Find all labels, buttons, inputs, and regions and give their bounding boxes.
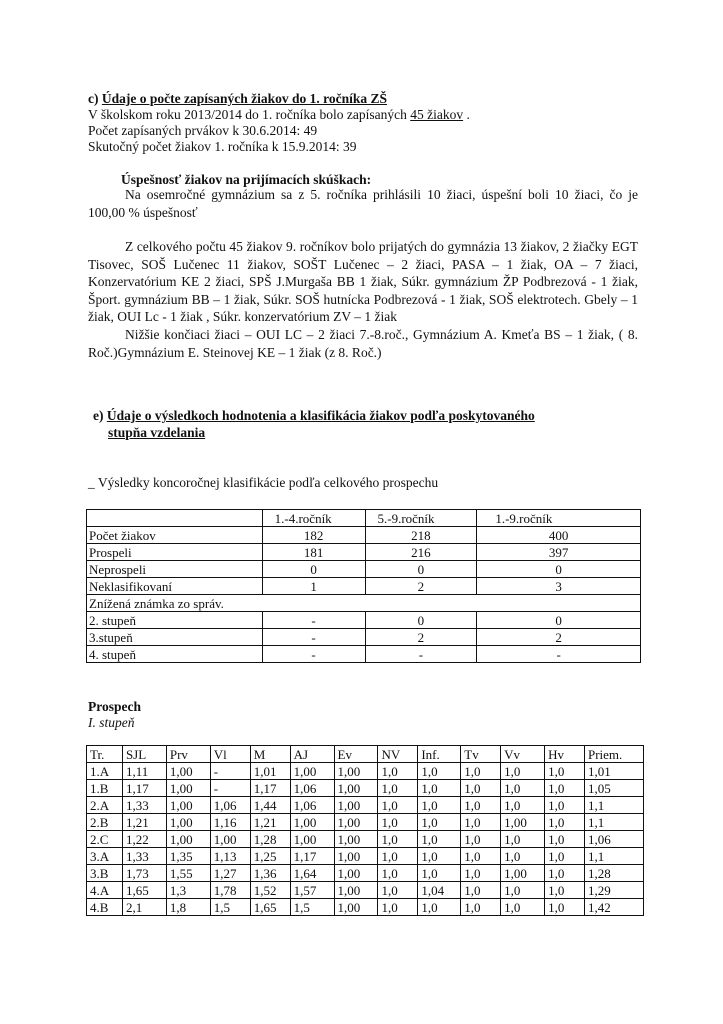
table-cell: 0 [365, 612, 477, 629]
table-row [87, 595, 641, 612]
table-cell: 1,57 [290, 882, 334, 899]
table-row [87, 780, 644, 797]
table-cell: 1,33 [122, 848, 166, 865]
table-cell: 1,29 [584, 882, 643, 899]
table-cell: 1,8 [166, 899, 210, 916]
table-cell: 1,05 [584, 780, 643, 797]
table-cell: 2 [365, 629, 477, 646]
table-cell: - [210, 763, 250, 780]
table-cell: 1,65 [122, 882, 166, 899]
results-header-cell: 5.-9.ročník [365, 510, 477, 527]
table-cell: 3 [477, 578, 641, 595]
results-header-cell: 1.-9.ročník [477, 510, 641, 527]
table-cell: 1,00 [334, 882, 378, 899]
grades-table [86, 745, 644, 916]
class-label: 4.B [87, 899, 123, 916]
table-cell: 1,52 [250, 882, 290, 899]
table-cell: 1 [262, 578, 365, 595]
table-cell: 1,0 [418, 848, 461, 865]
table-cell: 1,0 [378, 763, 418, 780]
table-cell: 1,0 [418, 763, 461, 780]
table-cell: 1,0 [378, 831, 418, 848]
entrance-paragraph-2: Z celkového počtu 45 žiakov 9. ročníkov bolo prijatých do gymnázia 13 žiakov, 2 žiačky EGT Tisovec, SOŠ Lučenec 11 žiakov, SOŠT Lučenec – 2 žiaci, PASA – 1 žiak, OA – 7 žiaci, Konzervatórium KE 2 žiaci, SPŠ J.Murgaša BB 1 žiak, Súkr. gymnázium ŽP Podbrezová - 1 žiak, Šport. gymnázium BB – 1 žiak, Súkr. SOŠ hutnícka Podbrezová - 1 žiak, SOŠ elektrotech. Gbely – 1 žiak, OUI Lc - 1 žiak , Súkr. konzervatórium ZV – 1 žiak [88, 239, 638, 324]
table-cell: 1,78 [210, 882, 250, 899]
table-cell: 1,5 [210, 899, 250, 916]
table-cell: 1,0 [545, 780, 585, 797]
class-label: 2.B [87, 814, 123, 831]
table-cell: 1,0 [461, 831, 501, 848]
table-cell: 216 [365, 544, 477, 561]
table-cell: 182 [262, 527, 365, 544]
table-cell: 397 [477, 544, 641, 561]
table-row [87, 831, 644, 848]
row-label: 2. stupeň [87, 612, 263, 629]
table-cell: 1,16 [210, 814, 250, 831]
table-cell: - [210, 780, 250, 797]
table-cell: 1,00 [290, 831, 334, 848]
class-label: 2.C [87, 831, 123, 848]
actual-first-graders-count: Skutočný počet žiakov 1. ročníka k 15.9.2014: 39 [88, 139, 357, 154]
table-cell: - [365, 646, 477, 663]
table-cell: 1,0 [378, 899, 418, 916]
table-cell: 1,0 [378, 797, 418, 814]
table-row [87, 882, 644, 899]
table-cell: 2 [365, 578, 477, 595]
table-cell: 1,5 [290, 899, 334, 916]
table-cell: 1,00 [334, 797, 378, 814]
row-label: 3.stupeň [87, 629, 263, 646]
grades-header-cell: SJL [122, 746, 166, 763]
table-cell: 1,04 [418, 882, 461, 899]
results-header-blank [87, 510, 263, 527]
entrance-paragraph-1: Na osemročné gymnázium sa z 5. ročníka prihlásili 10 žiaci, úspešní boli 10 žiaci, čo je 100,00 % úspešnosť [88, 187, 638, 220]
entrance-heading: Úspešnosť žiakov na prijímacích skúškach: [121, 172, 372, 187]
enrollment-count: 45 žiakov [410, 107, 464, 122]
table-cell: 1,00 [334, 865, 378, 882]
table-cell: 1,1 [584, 797, 643, 814]
table-cell: - [262, 646, 365, 663]
table-row [87, 797, 644, 814]
table-cell: 1,42 [584, 899, 643, 916]
table-cell: 1,0 [461, 797, 501, 814]
prospech-heading: Prospech [88, 699, 141, 714]
row-label: Prospeli [87, 544, 263, 561]
table-cell: 1,00 [334, 848, 378, 865]
class-label: 4.A [87, 882, 123, 899]
table-cell: 1,0 [461, 899, 501, 916]
table-cell: 1,0 [418, 831, 461, 848]
table-cell: 1,0 [545, 899, 585, 916]
enrollment-line [88, 106, 470, 123]
table-cell: 1,0 [461, 780, 501, 797]
table-cell: - [262, 629, 365, 646]
class-label: 1.A [87, 763, 123, 780]
table-row [87, 646, 641, 663]
table-cell: 1,0 [461, 865, 501, 882]
table-cell: 1,1 [584, 848, 643, 865]
table-cell: 1,00 [166, 780, 210, 797]
grades-header-cell: NV [378, 746, 418, 763]
table-cell: 1,00 [166, 763, 210, 780]
table-cell: 1,0 [501, 831, 545, 848]
table-cell: 1,17 [250, 780, 290, 797]
table-cell: 1,21 [122, 814, 166, 831]
table-cell: 1,65 [250, 899, 290, 916]
table-cell: 1,00 [334, 831, 378, 848]
table-cell: 1,28 [584, 865, 643, 882]
table-cell: 218 [365, 527, 477, 544]
table-cell: 1,00 [334, 780, 378, 797]
grades-header-cell: M [250, 746, 290, 763]
table-cell: 1,00 [210, 831, 250, 848]
table-cell: 0 [365, 561, 477, 578]
grades-header-cell: Priem. [584, 746, 643, 763]
table-cell: 1,06 [290, 780, 334, 797]
results-caption-mark: _ [88, 475, 95, 490]
table-row [87, 612, 641, 629]
table-cell: 1,00 [166, 814, 210, 831]
results-caption-text: Výsledky koncoročnej klasifikácie podľa celkového prospechu [97, 475, 439, 490]
table-cell: 1,01 [584, 763, 643, 780]
table-cell: 1,0 [501, 763, 545, 780]
table-cell: 1,01 [250, 763, 290, 780]
table-cell: 1,0 [461, 848, 501, 865]
table-cell: 1,0 [501, 848, 545, 865]
table-cell: 1,64 [290, 865, 334, 882]
table-cell: 1,00 [334, 899, 378, 916]
results-header-cell: 1.-4.ročník [262, 510, 365, 527]
table-row [87, 848, 644, 865]
table-cell: 1,0 [418, 899, 461, 916]
class-label: 2.A [87, 797, 123, 814]
table-row [87, 544, 641, 561]
table-cell: 1,35 [166, 848, 210, 865]
table-cell: 1,00 [501, 865, 545, 882]
class-label: 1.B [87, 780, 123, 797]
grades-header-cell: Inf. [418, 746, 461, 763]
table-cell: 1,28 [250, 831, 290, 848]
prospech-subheading: I. stupeň [88, 715, 135, 730]
table-cell: 1,0 [461, 763, 501, 780]
grades-table-header [87, 746, 644, 763]
grades-header-cell: AJ [290, 746, 334, 763]
table-cell: 1,06 [210, 797, 250, 814]
table-cell: 1,21 [250, 814, 290, 831]
table-cell: 1,00 [334, 814, 378, 831]
table-row [87, 763, 644, 780]
section-c-prefix: c) [88, 91, 102, 106]
table-cell: 0 [477, 561, 641, 578]
grades-header-cell: Tr. [87, 746, 123, 763]
table-cell: 1,0 [378, 814, 418, 831]
enrollment-text-b: . [463, 107, 470, 122]
table-row [87, 578, 641, 595]
section-c-title: Údaje o počte zapísaných žiakov do 1. ročníka ZŠ [101, 91, 388, 106]
section-e-title-line1: Údaje o výsledkoch hodnotenia a klasifikácia žiakov podľa poskytovaného [106, 408, 535, 423]
table-cell: 181 [262, 544, 365, 561]
table-cell: 1,0 [378, 780, 418, 797]
table-cell: 1,00 [334, 763, 378, 780]
table-row [87, 814, 644, 831]
row-label: Neklasifikovaní [87, 578, 263, 595]
section-e-prefix: e) [93, 408, 107, 423]
table-cell: 1,55 [166, 865, 210, 882]
table-cell: 1,00 [290, 814, 334, 831]
table-cell: 1,17 [290, 848, 334, 865]
table-cell: 1,1 [584, 814, 643, 831]
table-cell: 1,0 [501, 797, 545, 814]
table-cell: 1,0 [545, 831, 585, 848]
table-cell: 2 [477, 629, 641, 646]
table-cell: 1,0 [418, 797, 461, 814]
table-cell: - [262, 612, 365, 629]
grades-header-cell: Vv [501, 746, 545, 763]
table-cell: 1,0 [461, 882, 501, 899]
table-cell: 1,73 [122, 865, 166, 882]
grades-header-cell: Hv [545, 746, 585, 763]
row-label: Počet žiakov [87, 527, 263, 544]
table-cell: 1,0 [545, 797, 585, 814]
results-table [86, 509, 641, 663]
results-caption [88, 474, 438, 491]
table-cell: - [477, 646, 641, 663]
table-cell: 1,27 [210, 865, 250, 882]
table-cell: 1,0 [418, 780, 461, 797]
table-cell: 1,00 [290, 763, 334, 780]
table-cell: 1,0 [545, 814, 585, 831]
section-c-heading [88, 90, 387, 107]
table-cell: 2,1 [122, 899, 166, 916]
table-cell: 1,0 [418, 865, 461, 882]
table-cell: 1,17 [122, 780, 166, 797]
table-cell: 1,11 [122, 763, 166, 780]
table-cell: 1,06 [290, 797, 334, 814]
table-cell: 1,00 [501, 814, 545, 831]
table-cell: 1,0 [501, 899, 545, 916]
row-label: 4. stupeň [87, 646, 263, 663]
row-label: Neprospeli [87, 561, 263, 578]
class-label: 3.B [87, 865, 123, 882]
table-cell: 1,0 [378, 848, 418, 865]
section-e-title-line2: stupňa vzdelania [108, 425, 206, 440]
results-table-header [87, 510, 641, 527]
table-cell: 1,00 [166, 797, 210, 814]
table-cell: 1,0 [545, 882, 585, 899]
table-cell: 1,13 [210, 848, 250, 865]
table-row [87, 899, 644, 916]
table-cell: 1,33 [122, 797, 166, 814]
table-cell: 1,36 [250, 865, 290, 882]
table-cell: 1,06 [584, 831, 643, 848]
table-cell: 1,0 [501, 780, 545, 797]
table-cell: 1,0 [378, 882, 418, 899]
grades-header-cell: Ev [334, 746, 378, 763]
table-row [87, 629, 641, 646]
grades-header-cell: Tv [461, 746, 501, 763]
table-cell: 1,0 [378, 865, 418, 882]
table-cell: 1,0 [461, 814, 501, 831]
grades-header-cell: Prv [166, 746, 210, 763]
enrollment-text-a: V školskom roku 2013/2014 do 1. ročníka bolo zapísaných [88, 107, 411, 122]
class-label: 3.A [87, 848, 123, 865]
table-cell: 1,44 [250, 797, 290, 814]
section-e-heading [93, 407, 535, 424]
table-cell: 0 [262, 561, 365, 578]
table-cell: 1,0 [501, 882, 545, 899]
table-cell: 1,0 [545, 848, 585, 865]
table-row [87, 561, 641, 578]
table-cell: 1,00 [166, 831, 210, 848]
table-cell: 1,0 [545, 865, 585, 882]
table-cell: 400 [477, 527, 641, 544]
table-row [87, 527, 641, 544]
reduced-grade-subheading: Znížená známka zo správ. [87, 595, 641, 612]
table-row [87, 865, 644, 882]
table-cell: 1,22 [122, 831, 166, 848]
grades-header-cell: Vl [210, 746, 250, 763]
table-cell: 1,0 [418, 814, 461, 831]
table-cell: 1,25 [250, 848, 290, 865]
table-cell: 1,3 [166, 882, 210, 899]
table-cell: 0 [477, 612, 641, 629]
entrance-paragraph-3: Nižšie končiaci žiaci – OUI LC – 2 žiaci 7.-8.roč., Gymnázium A. Kmeťa BS – 1 žiak, ( 8. Roč.)Gymnázium E. Steinovej KE – 1 žiak (z 8. Roč.) [88, 327, 638, 360]
first-graders-count: Počet zapísaných prvákov k 30.6.2014: 49 [88, 123, 318, 138]
table-cell: 1,0 [545, 763, 585, 780]
